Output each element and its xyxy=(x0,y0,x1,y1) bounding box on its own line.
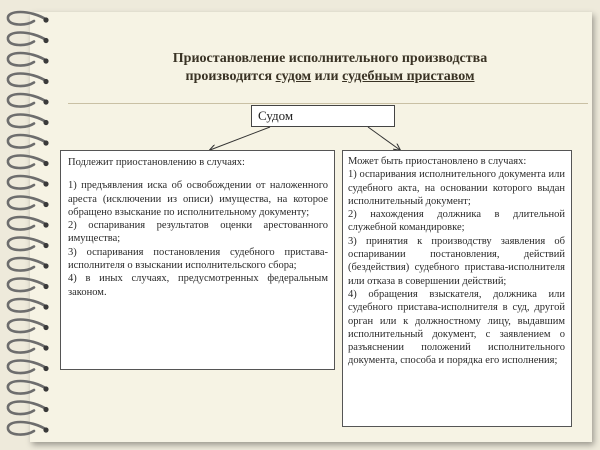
title-line-2 xyxy=(60,68,600,86)
title-divider xyxy=(68,103,588,104)
binding-coil xyxy=(8,135,49,148)
court-node: Судом xyxy=(251,105,395,127)
binding-coil xyxy=(8,340,49,353)
binding-coil xyxy=(8,33,49,46)
mandatory-suspension-box xyxy=(60,150,335,370)
optional-suspension-box xyxy=(342,150,572,427)
left-item-3: 3) оспаривания постановления судебного пристава-исполнителя о взыскании исполнительского сбора; xyxy=(68,246,328,272)
title-line-1: Приостановление исполнительного производства xyxy=(172,51,488,66)
binding-coil xyxy=(8,197,49,210)
right-item-2: 2) нахождения должника в длительной служебной командировке; xyxy=(348,209,565,234)
spiral-binding xyxy=(0,0,52,450)
binding-coil xyxy=(8,320,49,333)
left-item-1: 1) предъявления иска об освобождении от наложенного ареста (исключении из описи) имущества, на которое обращено взыскание по исполнительному документу; xyxy=(68,180,328,218)
binding-coil xyxy=(8,381,49,394)
binding-coil xyxy=(8,258,49,271)
right-intro: Может быть приостановлено в случаях: xyxy=(348,156,527,167)
title-prefix: производится xyxy=(185,69,276,84)
left-intro: Подлежит приостановлению в случаях: xyxy=(68,157,245,168)
binding-coil xyxy=(8,74,49,87)
slide-title xyxy=(60,50,600,86)
title-court: судом xyxy=(275,69,312,84)
right-item-1: 1) оспаривания исполнительного документа или судебного акта, на основании которого выдан исполнительный документ; xyxy=(348,169,565,207)
left-item-2: 2) оспаривания результатов оценки арестованного имущества; xyxy=(68,220,328,245)
binding-coil xyxy=(8,53,49,66)
binding-coil xyxy=(8,115,49,128)
binding-coil xyxy=(8,156,49,169)
right-item-4: 4) обращения взыскателя, должника или судебного пристава-исполнителя в суд, другой орган или к должностному лицу, выдавшим исполнительный документ, с заявлением о разъяснении положений исполнительного документа, способа и порядка его исполнения; xyxy=(348,288,565,367)
binding-coil xyxy=(8,361,49,374)
binding-coil xyxy=(8,238,49,251)
left-item-4: 4) в иных случаях, предусмотренных федеральным законом. xyxy=(68,273,328,298)
right-item-3: 3) принятия к производству заявления об оспаривании постановления, действий (бездействия) судебного пристава-исполнителя или отказа в совершении действий; xyxy=(348,235,565,287)
title-bailiff: судебным приставом xyxy=(342,69,475,84)
binding-coil xyxy=(8,402,49,415)
binding-coil xyxy=(8,94,49,107)
binding-coil xyxy=(8,279,49,292)
title-or: или xyxy=(311,69,343,84)
binding-coil xyxy=(8,176,49,189)
binding-coil xyxy=(8,12,49,25)
binding-coil xyxy=(8,422,49,435)
binding-coil xyxy=(8,217,49,230)
binding-coil xyxy=(8,299,49,312)
